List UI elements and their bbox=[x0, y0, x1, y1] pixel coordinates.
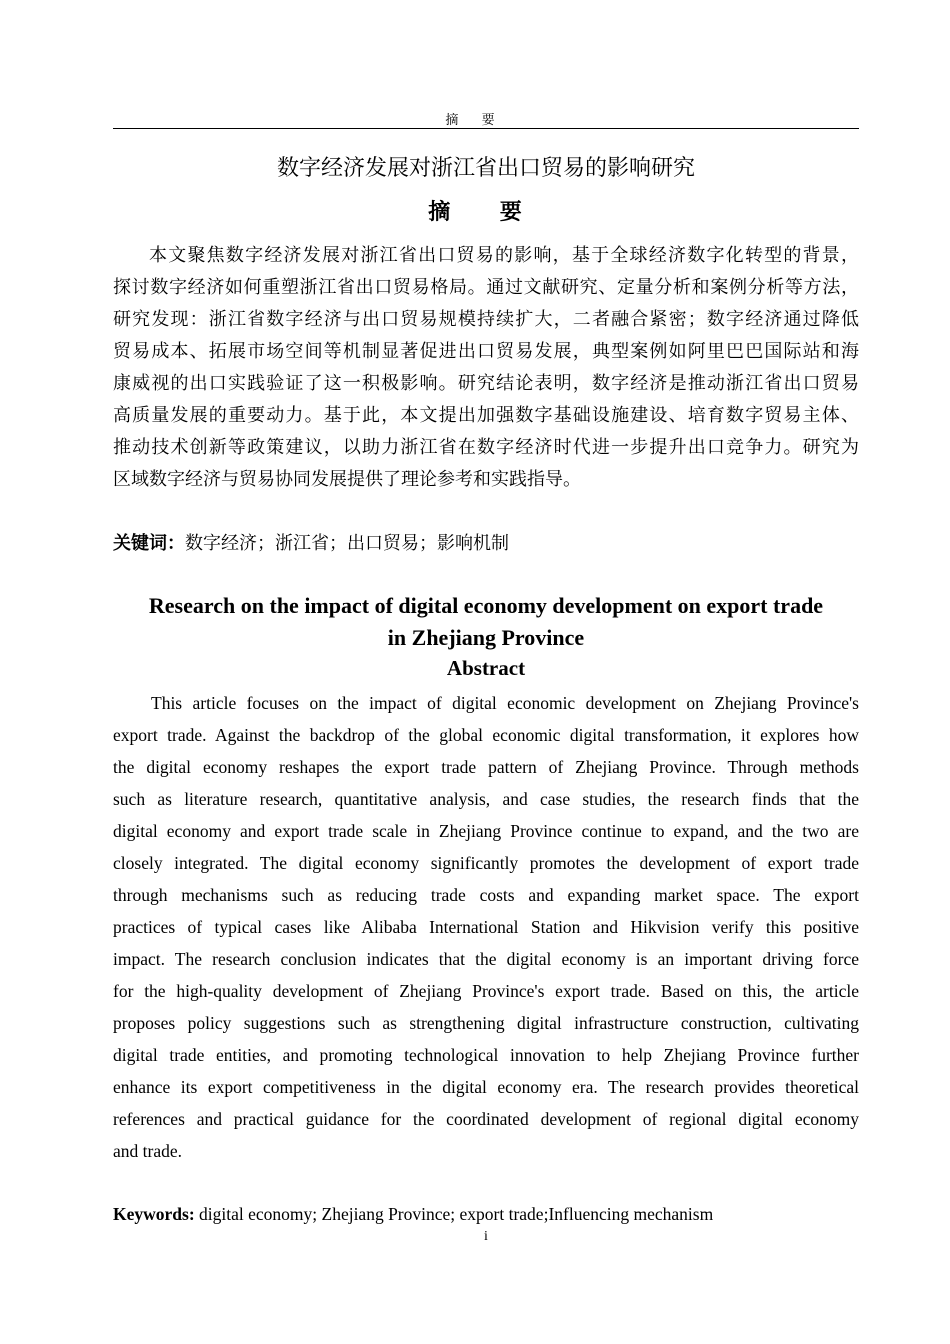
abstract-heading-en: Abstract bbox=[446, 656, 526, 680]
abstract-en bbox=[113, 687, 859, 1167]
paragraph-line: 康威视的出口实践验证了这一积极影响。研究结论表明，数字经济是推动浙江省出口贸易 bbox=[113, 373, 859, 393]
paragraph-line: digital trade entities, and promoting technological innovation to help Zhejiang Province further bbox=[113, 1045, 859, 1065]
paragraph-line: 高质量发展的重要动力。基于此，本文提出加强数字基础设施建设、培育数字贸易主体、 bbox=[113, 405, 859, 425]
paragraph-line: 探讨数字经济如何重塑浙江省出口贸易格局。通过文献研究、定量分析和案例分析等方法， bbox=[113, 277, 859, 297]
title-en-line: Research on the impact of digital economy development on export trade bbox=[148, 593, 824, 618]
paragraph-line: 区域数字经济与贸易协同发展提供了理论参考和实践指导。 bbox=[113, 469, 581, 489]
paragraph-line: digital economy and export trade scale in Zhejiang Province continue to expand, and the two are bbox=[113, 821, 859, 841]
paragraph-line: such as literature research, quantitative analysis, and case studies, the research finds that the bbox=[113, 789, 859, 809]
paragraph-line: 本文聚焦数字经济发展对浙江省出口贸易的影响，基于全球经济数字化转型的背景， bbox=[149, 245, 859, 265]
paragraph-line: enhance its export competitiveness in the digital economy era. The research provides theoretical bbox=[113, 1077, 859, 1097]
paragraph-line: impact. The research conclusion indicates that the digital economy is an important driving force bbox=[113, 949, 859, 969]
paragraph-line: references and practical guidance for the coordinated development of regional digital economy bbox=[113, 1109, 859, 1129]
abstract-cn bbox=[113, 239, 859, 495]
paragraph-line: 贸易成本、拓展市场空间等机制显著促进出口贸易发展，典型案例如阿里巴巴国际站和海 bbox=[113, 341, 859, 361]
paragraph-line: through mechanisms such as reducing trade costs and expanding market space. The export bbox=[113, 885, 859, 905]
running-header: 摘 要 bbox=[445, 112, 505, 127]
paragraph-line: export trade. Against the backdrop of the global economic digital transformation, it explores how bbox=[113, 725, 859, 745]
abstract-heading-cn: 摘 要 bbox=[428, 199, 544, 224]
page-number: i bbox=[484, 1229, 488, 1244]
keywords-en bbox=[113, 1198, 859, 1230]
paragraph-line: for the high-quality development of Zhejiang Province's export trade. Based on this, the article bbox=[113, 981, 859, 1001]
paragraph-line: and trade. bbox=[113, 1141, 182, 1161]
paragraph-line: 推动技术创新等政策建议，以助力浙江省在数字经济时代进一步提升出口竞争力。研究为 bbox=[113, 437, 859, 457]
paragraph-line: the digital economy reshapes the export trade pattern of Zhejiang Province. Through methods bbox=[113, 757, 859, 777]
keywords-cn-label: 关键词： bbox=[113, 533, 185, 553]
title-en-line: in Zhejiang Province bbox=[387, 625, 585, 650]
keywords-cn bbox=[113, 527, 859, 559]
paragraph-line: This article focuses on the impact of digital economic development on Zhejiang Province's bbox=[151, 693, 859, 713]
keywords-cn-value: 数字经济；浙江省；出口贸易；影响机制 bbox=[185, 533, 509, 553]
title-cn: 数字经济发展对浙江省出口贸易的影响研究 bbox=[276, 156, 695, 181]
paragraph-line: 研究发现：浙江省数字经济与出口贸易规模持续扩大，二者融合紧密；数字经济通过降低 bbox=[113, 309, 859, 329]
paragraph-line: closely integrated. The digital economy significantly promotes the development of export trade bbox=[113, 853, 859, 873]
keywords-en-label: Keywords: bbox=[113, 1204, 195, 1224]
title-en bbox=[0, 590, 950, 654]
paragraph-line: proposes policy suggestions such as strengthening digital infrastructure construction, cultivating bbox=[113, 1013, 859, 1033]
paragraph-line: practices of typical cases like Alibaba International Station and Hikvision verify this positive bbox=[113, 917, 859, 937]
keywords-en-value: digital economy; Zhejiang Province; export trade;Influencing mechanism bbox=[194, 1204, 714, 1224]
header-rule bbox=[113, 128, 859, 129]
